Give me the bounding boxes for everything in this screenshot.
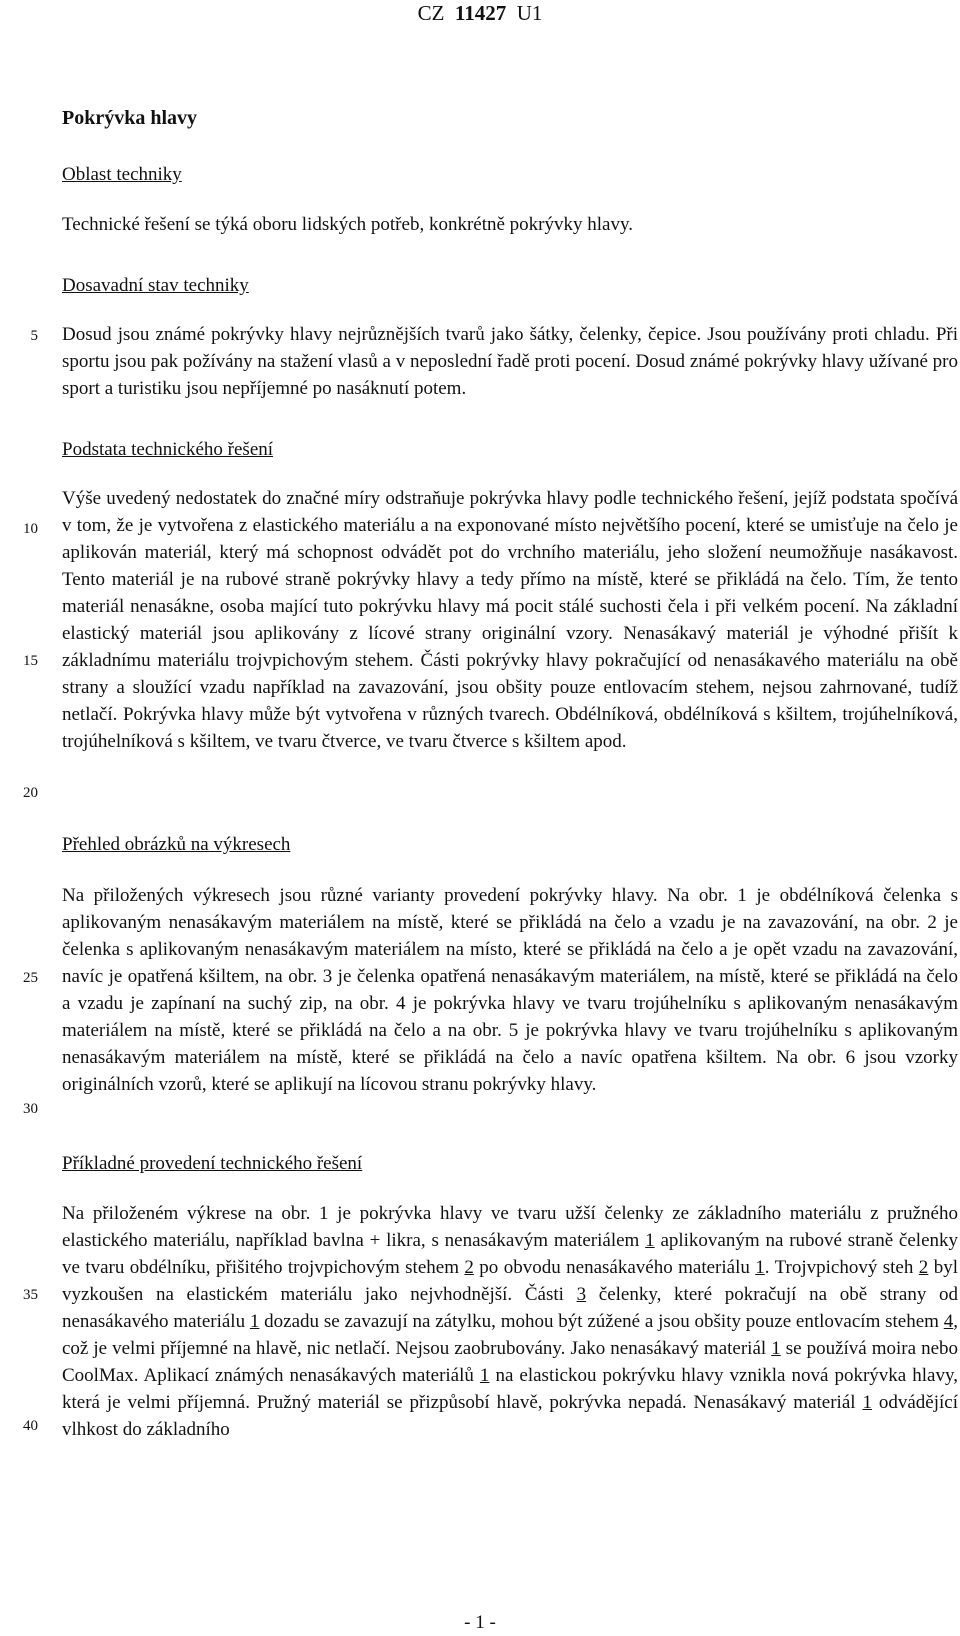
reference-numeral: 1 [645,1230,655,1251]
line-number: 25 [23,970,38,986]
page-number: - 1 - [464,1612,496,1633]
line-number: 20 [23,785,38,801]
reference-numeral: 1 [755,1257,765,1278]
line-number: 35 [23,1287,38,1303]
paragraph-drawings: Na přiložených výkresech jsou různé varianty provedení pokrývky hlavy. Na obr. 1 je obdélníková čelenka s aplikovaným nenasákavým materiálem na místě, které se přikládá na čelo a vzadu je na zavazování, na obr. 2 je čelenka s aplikovaným nenasákavým materiálem na místo, které se přikládá na čelo a je opět vzadu na zavazování, navíc je opatřená kšiltem, na obr. 3 je čelenka opatřená nenasákavým materiálem, na místě, které se přikládá na čelo a vzadu je zapínaní na suchý zip, na obr. 4 je pokrývka hlavy ve tvaru trojúhelníku s aplikovaným nenasákavým materiálem na místě, které se přikládá na čelo a na obr. 5 je pokrývka hlavy ve tvaru trojúhelníku s aplikovaným nenasákavým materiálem na místě, které se přikládá na čelo a navíc opatřena kšiltem. Na obr. 6 jsou vzorky originálních vzorů, které se aplikují na lícovou stranu pokrývky hlavy. [62,885,958,1095]
reference-numeral: 1 [479,1365,490,1386]
reference-numeral: 1 [771,1338,781,1359]
heading-field: Oblast techniky [62,164,182,185]
example-text: po obvodu nenasákavého materiálu [473,1257,756,1278]
example-text: . Trojvpichový steh [764,1257,919,1278]
example-text: čelenky, které pokračují na obě strany od nenasákavého materiálu [62,1284,958,1332]
document-title: Pokrývka hlavy [62,107,198,129]
example-text: na elastickou pokrývku hlavy vznikla nová pokrývka hlavy, která je velmi příjemná. Pružný materiál se přizpůsobí hlavě, pokrývka nepadá. Nenasákavý materiál [62,1365,958,1413]
line-number: 30 [23,1101,38,1117]
document-header [0,0,960,26]
line-number: 10 [23,521,38,537]
line-number: 15 [23,653,38,669]
example-text: byl vyzkoušen na elastickém materiálu jako nejvhodnější. Části [62,1257,958,1305]
paragraph-field: Technické řešení se týká oboru lidských potřeb, konkrétně pokrývky hlavy. [62,214,633,235]
document-number: 11427 [454,1,507,25]
heading-example: Příkladné provedení technického řešení [62,1153,363,1174]
country-code: CZ [417,1,445,25]
reference-numeral: 1 [862,1392,872,1413]
reference-numeral: 2 [918,1257,929,1278]
example-text: se používá moira nebo CoolMax. Aplikací známých nenasákavých materiálů [62,1338,958,1386]
heading-essence: Podstata technického řešení [62,439,274,460]
reference-numeral: 4 [943,1311,954,1332]
line-number: 40 [23,1418,38,1434]
example-text: odvádějící vlhkost do základního [62,1392,958,1440]
example-text: dozadu se zavazují na zátylku, mohou být zúžené a jsou obšity pouze entlovacím stehem [259,1311,944,1332]
example-text: , což je velmi příjemné na hlavě, nic netlačí. Nejsou zaobrubovány. Jako nenasákavý materiál [62,1311,958,1359]
paragraph-background: Dosud jsou známé pokrývky hlavy nejrůznějších tvarů jako šátky, čelenky, čepice. Jsou používány proti chladu. Při sportu jsou pak požívány na stažení vlasů a v neposlední řadě proti pocení. Dosud známé pokrývky hlavy užívané pro sport a turistiku jsou nepříjemné po nasáknutí potem. [62,324,958,399]
paragraph-example [62,1200,958,1443]
document-kind: U1 [516,1,543,25]
paragraph-essence: Výše uvedený nedostatek do značné míry odstraňuje pokrývka hlavy podle technického řešení, jejíž podstata spočívá v tom, že je vytvořena z elastického materiálu a na exponované místo největšího pocení, které se umisťuje na čelo je aplikován materiál, který má schopnost odvádět pot do vrchního materiálu, jeho složení neumožňuje nasákavost. Tento materiál je na rubové straně pokrývky hlavy a tedy přímo na místě, které se přikládá na čelo. Tím, že tento materiál nenasákne, osoba mající tuto pokrývku hlavy má pocit stálé suchosti čela i při velkém pocení. Na základní elastický materiál jsou aplikovány z lícové strany originální vzory. Nenasákavý materiál je výhodné přišít k základnímu materiálu trojvpichovým stehem. Části pokrývky hlavy pokračující od nenasákavého materiálu na obě strany a sloužící vzadu například na zavazování, jsou obšity pouze entlovacím stehem, nejsou zahrnované, tudíž netlačí. Pokrývka hlavy může být vytvořena v různých tvarech. Obdélníková, obdélníková s kšiltem, trojúhelníková, trojúhelníková s kšiltem, ve tvaru čtverce, ve tvaru čtverce s kšiltem apod. [62,488,958,752]
heading-background: Dosavadní stav techniky [62,275,249,296]
example-text: Na přiloženém výkrese na obr. 1 je pokrývka hlavy ve tvaru užší čelenky ze základního materiálu z pružného elastického materiálu, například bavlna + likra, s nenasákavým materiálem [62,1203,958,1251]
reference-numeral: 3 [576,1284,587,1305]
line-number: 5 [30,328,38,344]
example-text: aplikovaným na rubové straně čelenky ve tvaru obdélníku, přišitého trojvpichovým stehem [62,1230,959,1278]
reference-numeral: 1 [249,1311,260,1332]
reference-numeral: 2 [464,1257,474,1278]
heading-drawings: Přehled obrázků na výkresech [62,834,291,855]
